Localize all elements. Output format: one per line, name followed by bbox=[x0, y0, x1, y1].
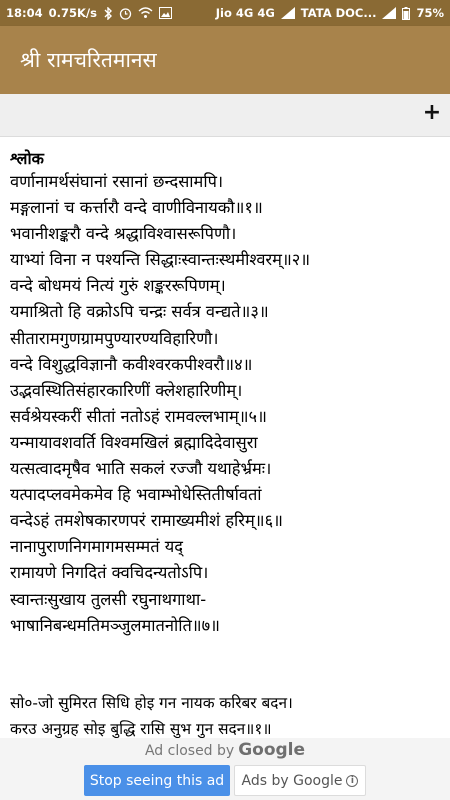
ads-by-google-label: Ads by Google bbox=[241, 772, 343, 789]
doha-line: करउ अनुग्रह सोइ बुद्धि रासि सुभ गुन सदन॥१॥ bbox=[10, 720, 272, 738]
verse-line: सीतारामगुणग्रामपुण्यारण्यविहारिणौ। bbox=[10, 328, 219, 348]
image-icon bbox=[159, 7, 172, 19]
status-bar bbox=[0, 0, 450, 26]
section-heading: श्लोक bbox=[10, 149, 44, 168]
verse-line: वन्देऽहं तमशेषकारणपरं रामाख्यमीशं हरिम्॥६॥ bbox=[10, 511, 283, 531]
verse-line: नानापुराणनिगमागमसम्मतं यद् bbox=[10, 537, 183, 557]
doha-section bbox=[10, 690, 446, 742]
network-speed: 0.75K/s bbox=[48, 6, 97, 20]
info-icon: i bbox=[346, 775, 358, 787]
ads-by-google-button[interactable] bbox=[234, 765, 366, 796]
verse-line: भवानीशङ्करौ वन्दे श्रद्धाविश्वासरूपिणौ। bbox=[10, 224, 237, 244]
network-label: Jio 4G 4G bbox=[215, 6, 275, 20]
battery-icon bbox=[402, 7, 410, 20]
verse-line: सर्वश्रेयस्करीं सीतां नतोऽहं रामवल्लभाम्॥५॥ bbox=[10, 406, 267, 426]
verse-line: मङ्गलानां च कर्त्तारौ वन्दे वाणीविनायकौ॥१॥ bbox=[10, 198, 263, 218]
add-icon[interactable]: + bbox=[422, 99, 442, 125]
verse-line: स्वान्तःसुखाय तुलसी रघुनाथगाथा- bbox=[10, 589, 207, 609]
verse-line: रामायणे निगदितं क्वचिदन्यतोऽपि। bbox=[10, 563, 209, 583]
carrier-label: TATA DOC... bbox=[300, 6, 377, 20]
signal-icon bbox=[281, 7, 295, 19]
verse-line: यन्मायावशवर्ति विश्वमखिलं ब्रह्मादिदेवासुरा bbox=[10, 432, 258, 452]
verse-line: भाषानिबन्धमतिमञ्जुलमातनोति॥७॥ bbox=[10, 615, 220, 635]
signal-icon bbox=[382, 7, 396, 19]
verse-line: यत्पादप्लवमेकमेव हि भवाम्भोधेस्तितीर्षावतां bbox=[10, 485, 262, 505]
verse-line: वन्दे बोधमयं नित्यं गुरुं शङ्कररूपिणम्। bbox=[10, 276, 226, 296]
verse-line: वन्दे विशुद्धविज्ञानौ कवीश्वरकपीश्वरौ॥४॥ bbox=[10, 354, 253, 374]
verse-line: यत्सत्वादमृषैव भाति सकलं रज्जौ यथाहेर्भ्रमः। bbox=[10, 459, 272, 479]
ad-closed-message bbox=[0, 740, 450, 760]
doha-line: सो०-जो सुमिरत सिधि होइ गन नायक करिबर बदन। bbox=[10, 694, 293, 712]
alarm-icon bbox=[119, 7, 132, 20]
ad-panel bbox=[0, 738, 450, 800]
bluetooth-icon bbox=[103, 7, 113, 20]
stop-seeing-ad-button[interactable]: Stop seeing this ad bbox=[84, 765, 230, 796]
page-title: श्री रामचरितमानस bbox=[20, 48, 157, 72]
verse-line: यमाश्रितो हि वक्रोऽपि चन्द्रः सर्वत्र वन्द्यते॥३॥ bbox=[10, 302, 269, 322]
wifi-icon bbox=[138, 7, 153, 19]
verse-line: उद्भवस्थितिसंहारकारिणीं क्लेशहारिणीम्। bbox=[10, 380, 243, 400]
ad-closed-text: Ad closed by bbox=[144, 743, 235, 759]
google-logo: Google bbox=[238, 740, 306, 760]
verse-line: वर्णानामर्थसंघानां रसानां छन्दसामपि। bbox=[10, 172, 224, 191]
verse-content bbox=[10, 149, 446, 639]
verse-line: याभ्यां विना न पश्यन्ति सिद्धाःस्वान्तःस्थमीश्वरम्॥२॥ bbox=[10, 250, 311, 270]
clock: 18:04 bbox=[6, 6, 43, 20]
app-bar bbox=[0, 26, 450, 94]
battery-level: 75% bbox=[416, 6, 444, 20]
toolbar bbox=[0, 94, 450, 137]
